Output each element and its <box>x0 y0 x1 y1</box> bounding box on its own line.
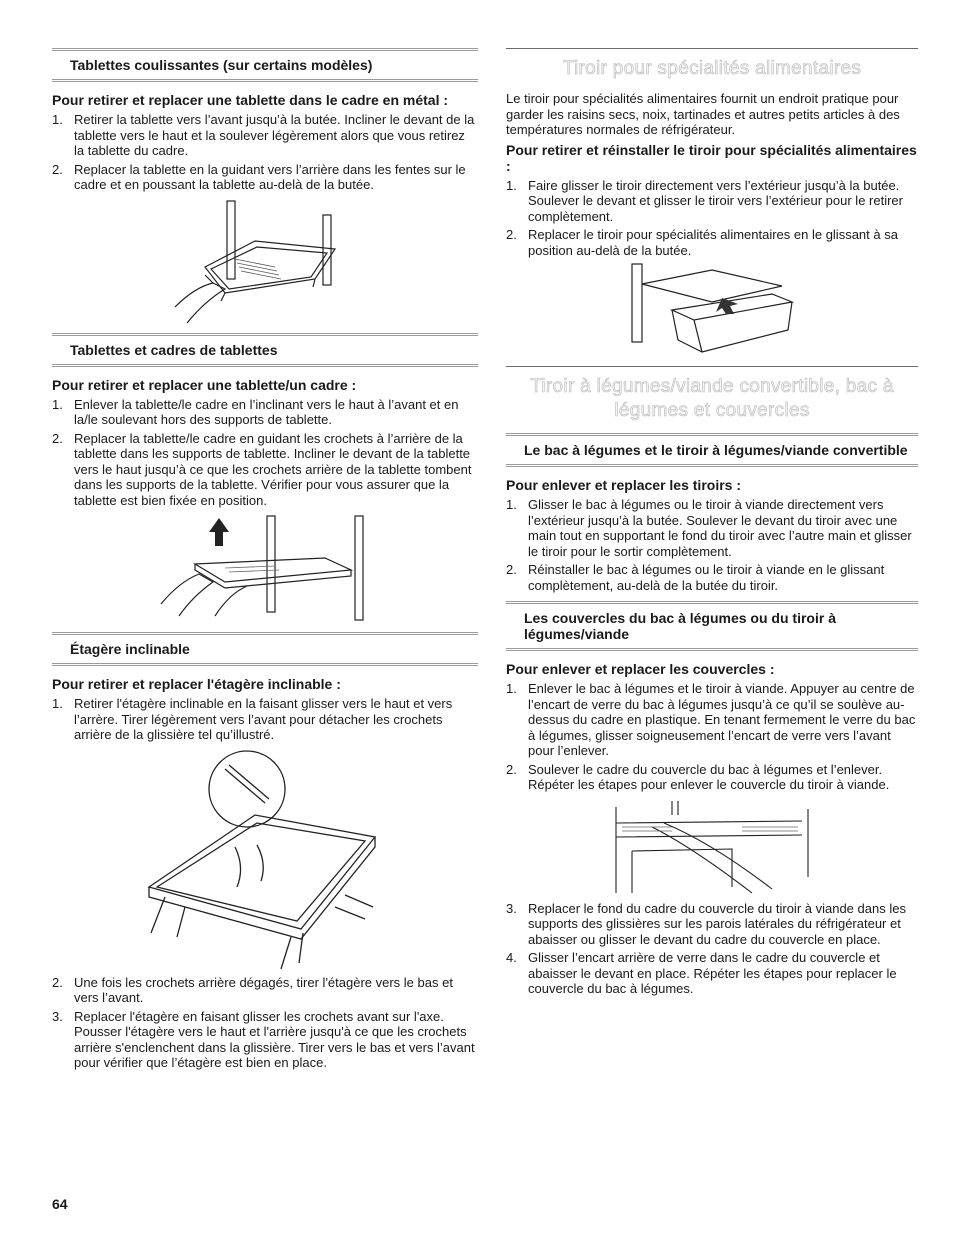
steps-sliding-shelves <box>52 112 478 193</box>
step-item: 1. Enlever la tablette/le cadre en l’inclinant vers le haut à l’avant et en la/le soulevant hors des supports de tablette. <box>52 396 459 427</box>
steps-tilting-shelf-a <box>52 696 478 743</box>
sliding-shelf-illustration <box>165 197 365 327</box>
crisper-cover-illustration <box>612 797 812 897</box>
intro-specialty-drawer: Le tiroir pour spécialités alimentaires fournit un endroit pratique pour garder les raisins secs, noix, tartinades et autres petits articles à des températures normales de réfrigérateur. <box>506 91 900 137</box>
section-title-crisper-drawer: Le bac à légumes et le tiroir à légumes/viande convertible <box>506 433 918 467</box>
step-item: 1. Faire glisser le tiroir directement vers l’extérieur jusqu’à la butée. Soulever le devant et glisser le tiroir vers l’extérieur pour le retirer complètement. <box>506 177 903 224</box>
step-item: 2. Replacer le tiroir pour spécialités alimentaires en le glissant à sa position au-delà de la butée. <box>506 227 898 258</box>
section-title-tilting-shelf: Étagère inclinable <box>52 632 478 666</box>
step-item: 1. Enlever le bac à légumes et le tiroir à viande. Appuyer au centre de l’encart de verre du bac à légumes jusqu’à ce qu’il se soulève au-dessus du cadre en plastique. En tenant fermement le verre du bac à légumes, glisser soigneusement l’encart de verre vers l’avant pour l’enlever. <box>506 681 916 758</box>
section-title-specialty-drawer: Tiroir pour spécialités alimentaires <box>562 58 862 79</box>
step-item: 4. Glisser l’encart arrière de verre dans le cadre du couvercle et abaisser le devant en place. Répéter les étapes pour replacer le couvercle du bac à légumes. <box>506 950 897 996</box>
divider <box>506 366 918 367</box>
steps-covers-b <box>506 901 918 997</box>
up-arrow-icon <box>209 518 229 546</box>
section-title-sliding-shelves: Tablettes coulissantes (sur certains modèles) <box>52 48 478 82</box>
right-column <box>506 48 918 1001</box>
step-item: 2. Replacer la tablette en la guidant vers l’arrière dans les fentes sur le cadre et en poussant la tablette au-delà de la butée. <box>52 161 466 192</box>
subtitle-covers: Pour enlever et replacer les couvercles : <box>506 661 775 677</box>
page-number: 64 <box>52 1196 68 1212</box>
subtitle-specialty-drawer: Pour retirer et réinstaller le tiroir pour spécialités alimentaires : <box>506 141 917 174</box>
step-item: 2. Replacer la tablette/le cadre en guidant les crochets à l’arrière de la tablette dans les supports de tablette. Incliner le devant de la tablette vers le haut jusqu’à ce que les crochets arrière de la tablette tombent dans les supports de la tablette. Vérifier pour vous assurer que la tablette est bien fixée en position. <box>52 430 472 508</box>
step-item: 1. Glisser le bac à légumes ou le tiroir à viande directement vers l’extérieur jusqu’à la butée. Soulever le devant du tiroir avec une main tout en supportant le fond du tiroir avec l’autre main et glisser le tiroir pour le sortir complètement. <box>506 497 912 559</box>
shelf-frame-illustration <box>155 512 375 624</box>
subtitle-crisper-drawer: Pour enlever et replacer les tiroirs : <box>506 477 741 493</box>
step-item: 2. Soulever le cadre du couvercle du bac à légumes et l’enlever. Répéter les étapes pour enlever le couvercle du tiroir à viande. <box>506 761 890 792</box>
steps-crisper-drawer <box>506 497 918 593</box>
subtitle-sliding-shelves: Pour retirer et replacer une tablette dans le cadre en métal : <box>52 92 449 108</box>
step-item: 2. Réinstaller le bac à légumes ou le tiroir à viande en le glissant complètement, au-delà de la butée du tiroir. <box>506 562 885 593</box>
subtitle-tilting-shelf: Pour retirer et replacer l'étagère inclinable : <box>52 676 341 692</box>
left-column <box>52 48 478 1075</box>
steps-tilting-shelf-b <box>52 975 478 1071</box>
tilting-shelf-illustration <box>125 747 405 971</box>
step-item: 3. Replacer le fond du cadre du couvercle du tiroir à viande dans les supports des glissières sur les parois latérales du réfrigérateur et abaisser ou glisser le devant du cadre du couvercle en place. <box>506 900 906 947</box>
section-title-covers: Les couvercles du bac à légumes ou du tiroir à légumes/viande <box>506 601 918 651</box>
step-item: 2. Une fois les crochets arrière dégagés, tirer l'étagère vers le bas et vers l’avant. <box>52 974 453 1005</box>
step-item: 1. Retirer la tablette vers l’avant jusqu’à la butée. Incliner le devant de la tablette vers le haut et la soulever légèrement alors que vous retirez la tablette du cadre. <box>52 112 475 158</box>
step-item: 3. Replacer l'étagère en faisant glisser les crochets avant sur l'axe. Pousser l'étagère vers le haut et l'arrière jusqu'à ce que les crochets arrière s'enclenchent dans la glissière. Tirer vers le bas et vers l’avant pour vérifier que l’étagère est bien en place. <box>52 1008 475 1070</box>
divider <box>506 48 918 49</box>
section-title-shelves-frames: Tablettes et cadres de tablettes <box>52 333 478 367</box>
specialty-drawer-illustration <box>622 262 802 358</box>
section-title-crisper: Tiroir à légumes/viande convertible, bac à légumes et couvercles <box>530 376 894 421</box>
step-item: 1. Retirer l'étagère inclinable en la faisant glisser vers le haut et vers l’arrère. Tirer légèrement vers l’avant pour détacher les crochets arrière de la glissière tel qu’illustré. <box>52 696 453 742</box>
subtitle-shelves-frames: Pour retirer et replacer une tablette/un cadre : <box>52 376 357 393</box>
steps-shelves-frames <box>52 397 478 509</box>
steps-covers-a <box>506 681 918 793</box>
steps-specialty-drawer <box>506 178 918 259</box>
